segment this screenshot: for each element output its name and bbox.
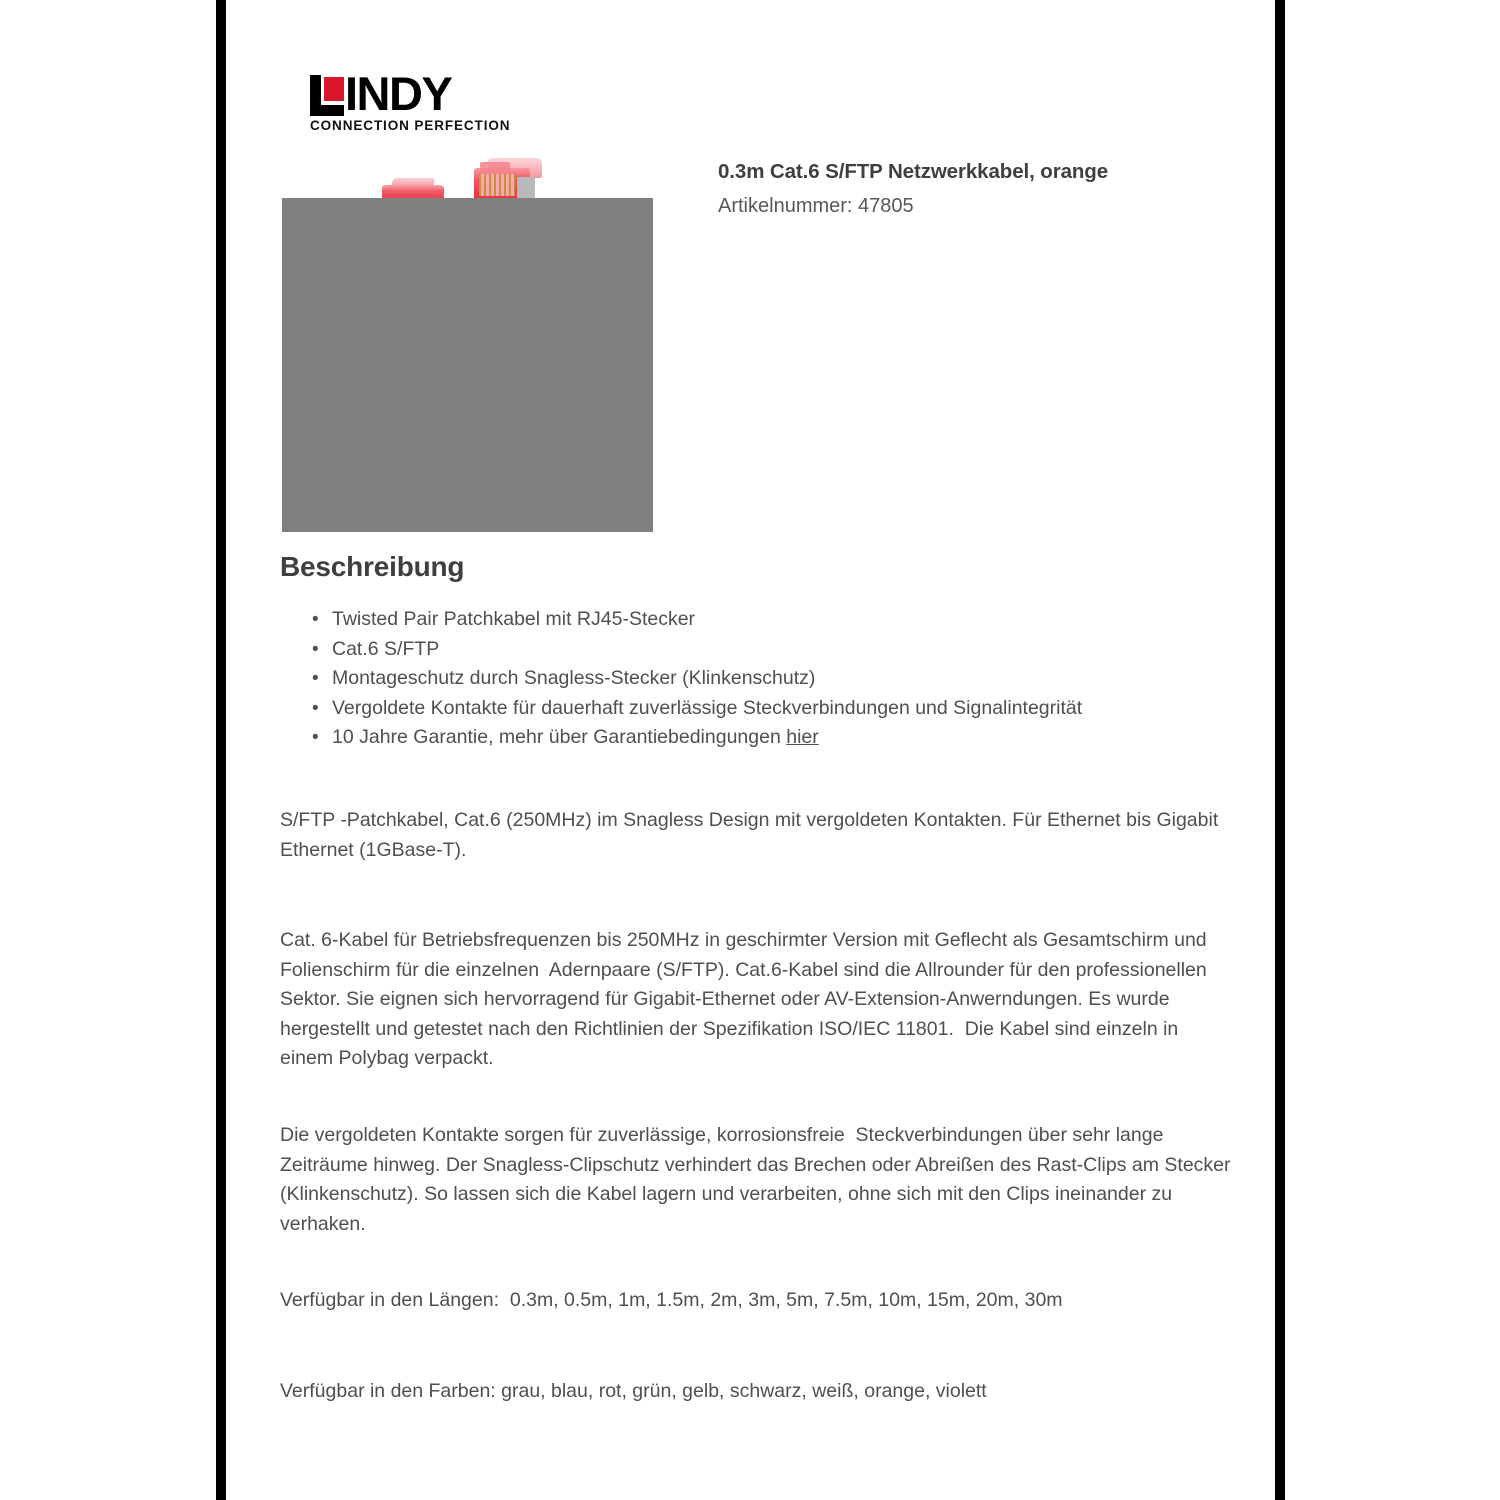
logo-l-foot	[310, 105, 344, 116]
bullet-text: Montageschutz durch Snagless-Stecker (Klinkenschutz)	[332, 667, 816, 689]
logo-word-text: INDY	[345, 67, 452, 120]
warranty-terms-link[interactable]: hier	[786, 726, 819, 748]
logo-wordmark	[310, 67, 530, 120]
article-number: Artikelnummer: 47805	[718, 194, 914, 217]
description-heading: Beschreibung	[280, 551, 465, 582]
logo-tagline: CONNECTION PERFECTION	[310, 118, 511, 133]
feature-bullet-list	[280, 605, 1262, 753]
list-item	[332, 694, 1262, 724]
description-paragraph-1: S/FTP -Patchkabel, Cat.6 (250MHz) im Snagless Design mit vergoldeten Kontakten. Für Ethernet bis Gigabit Ethernet (1GBase-T).	[280, 809, 1224, 861]
rj45-right-gold-pins	[479, 174, 515, 196]
page-title: 0.3m Cat.6 S/FTP Netzwerkkabel, orange	[718, 160, 1109, 183]
bullet-text: Vergoldete Kontakte für dauerhaft zuverlässige Steckverbindungen und Signalintegrität	[332, 696, 1083, 719]
product-image-placeholder	[282, 198, 653, 532]
rj45-right-latch	[480, 162, 510, 174]
list-item	[332, 723, 1262, 753]
lindy-logo	[310, 67, 530, 133]
logo-l-glyph	[310, 75, 344, 116]
datasheet-page	[226, 0, 1275, 1500]
product-title-block	[718, 158, 1238, 220]
rj45-right-face	[517, 177, 535, 199]
available-colors-line: Verfügbar in den Farben: grau, blau, rot, grün, gelb, schwarz, weiß, orange, violett	[280, 1380, 987, 1402]
description-paragraph-2: Cat. 6-Kabel für Betriebsfrequenzen bis 250MHz in geschirmter Version mit Geflecht als Gesamtschirm und Folienschirm für die einzelnen Adernpaare (S/FTP). Cat.6-Kabel sind die Allrounder für den professionellen Sektor. Sie eignen sich hervorragend für Gigabit-Ethernet oder AV-Extension-Anwerndungen. Es wurde hergestellt und getestet nach den Richtlinien der Spezifikation ISO/IEC 11801. Die Kabel sind einzeln in einem Polybag verpackt.	[280, 929, 1213, 1069]
list-item	[332, 664, 1262, 694]
description-paragraph-3: Die vergoldeten Kontakte sorgen für zuverlässige, korrosionsfreie Steckverbindungen über sehr lange Zeiträume hinweg. Der Snagless-Clipschutz verhindert das Brechen oder Abreißen des Rast-Clips am Stecker (Klinkenschutz). So lassen sich die Kabel lagern und verarbeiten, ohne sich mit den Clips ineinander zu verhaken.	[280, 1124, 1236, 1235]
list-item	[332, 605, 1262, 635]
bullet-text: Cat.6 S/FTP	[332, 637, 440, 660]
list-item	[332, 635, 1262, 665]
bullet-text: 10 Jahre Garantie, mehr über Garantiebedingungen	[332, 726, 787, 748]
logo-red-square	[324, 77, 344, 101]
bullet-text: Twisted Pair Patchkabel mit RJ45-Stecker	[332, 608, 696, 630]
rj45-connector-left-icon	[382, 178, 444, 200]
available-lengths-line: Verfügbar in den Längen: 0.3m, 0.5m, 1m, 1.5m, 2m, 3m, 5m, 7.5m, 10m, 15m, 20m, 30m	[280, 1289, 1063, 1311]
